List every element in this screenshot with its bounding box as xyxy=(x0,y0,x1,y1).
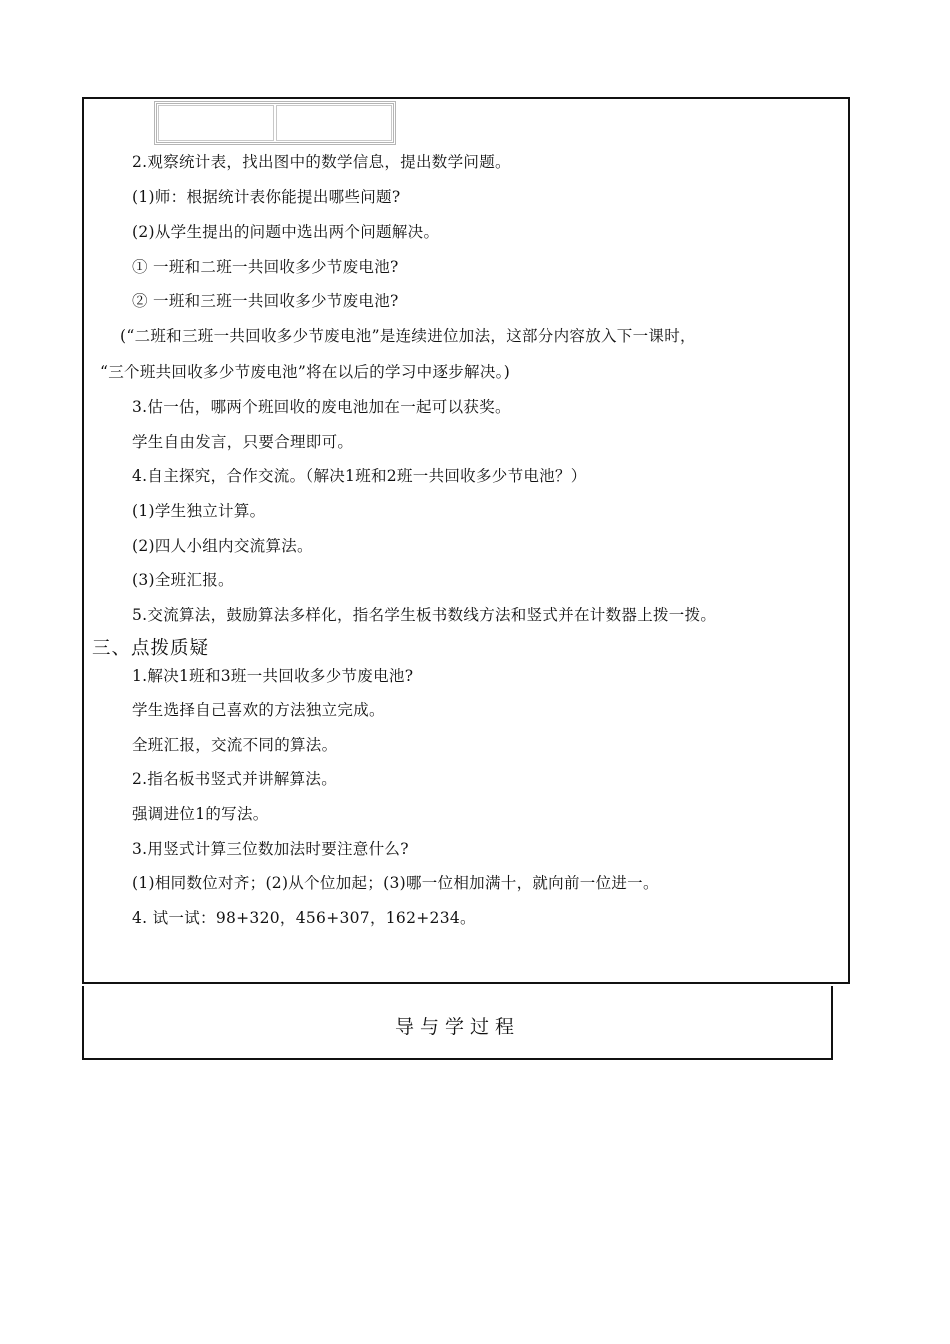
step-3-estimate: 3.估一估，哪两个班回收的废电池加在一起可以获奖。 xyxy=(132,398,511,416)
section-3-item-4: 2.指名板书竖式并讲解算法。 xyxy=(132,770,337,788)
step-2-sub-1: (1)师：根据统计表你能提出哪些问题? xyxy=(132,188,401,206)
section-3-item-5: 强调进位1的写法。 xyxy=(132,805,269,823)
step-3-note: 学生自由发言，只要合理即可。 xyxy=(132,433,354,451)
table-cell xyxy=(276,105,392,141)
lesson-content-box xyxy=(82,97,850,984)
section-3-item-1: 1.解决1班和3班一共回收多少节废电池? xyxy=(132,667,414,685)
step-5-exchange: 5.交流算法，鼓励算法多样化，指名学生板书数线方法和竖式并在计数器上拨一拨。 xyxy=(132,606,717,624)
statistics-table-fragment xyxy=(154,101,396,145)
section-3-item-7: (1)相同数位对齐；(2)从个位加起；(3)哪一位相加满十，就向前一位进一。 xyxy=(132,874,659,892)
step-4-sub-2: (2)四人小组内交流算法。 xyxy=(132,537,313,555)
table-cell xyxy=(158,105,274,141)
step-2-sub-2: (2)从学生提出的问题中选出两个问题解决。 xyxy=(132,223,440,241)
question-1: ① 一班和二班一共回收多少节废电池? xyxy=(132,258,399,276)
section-3-item-3: 全班汇报，交流不同的算法。 xyxy=(132,736,338,754)
step-4-sub-3: (3)全班汇报。 xyxy=(132,571,234,589)
section-3-item-8: 4. 试一试：98+320，456+307，162+234。 xyxy=(132,909,476,927)
section-3-item-6: 3.用竖式计算三位数加法时要注意什么? xyxy=(132,840,409,858)
section-3-item-2: 学生选择自己喜欢的方法独立完成。 xyxy=(132,701,385,719)
guide-process-box xyxy=(82,986,833,1060)
question-2: ② 一班和三班一共回收多少节废电池? xyxy=(132,292,399,310)
step-2-observe-table: 2.观察统计表，找出图中的数学信息，提出数学问题。 xyxy=(132,153,511,171)
note-line-1: (“二班和三班一共回收多少节废电池”是连续进位加法，这部分内容放入下一课时， xyxy=(120,327,696,345)
step-4-sub-1: (1)学生独立计算。 xyxy=(132,502,266,520)
guide-process-title: 导与学过程 xyxy=(394,1016,520,1038)
step-4-explore: 4.自主探究，合作交流。（解决1班和2班一共回收多少节电池？） xyxy=(132,467,587,485)
note-line-2: “三个班共回收多少节废电池”将在以后的学习中逐步解决。) xyxy=(100,363,511,381)
section-3-heading: 三、点拨质疑 xyxy=(92,638,210,659)
